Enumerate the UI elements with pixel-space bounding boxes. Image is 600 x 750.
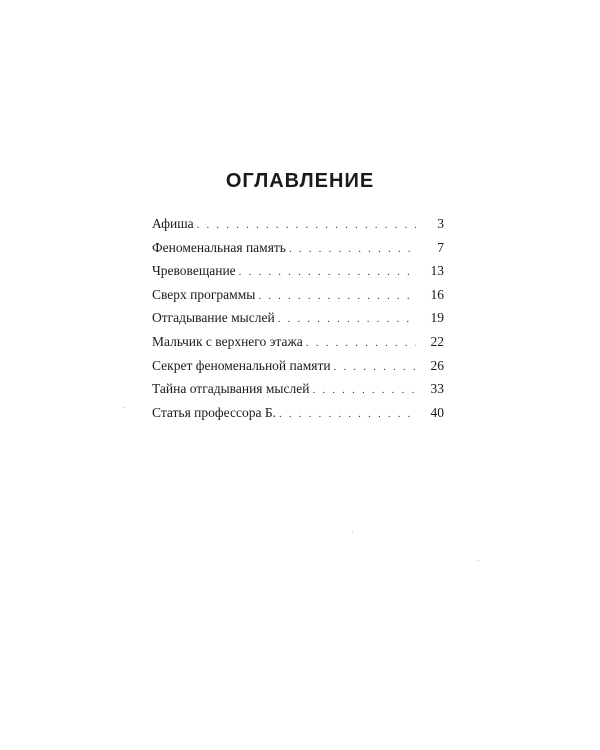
dot-leader [278, 308, 416, 332]
toc-entry-title: Мальчик с верхнего этажа [152, 333, 303, 349]
toc-entry-title: Феноменальная память [152, 239, 286, 255]
toc-entry-page: 7 [437, 239, 444, 255]
dot-leader [306, 332, 416, 356]
toc-entry [152, 330, 444, 354]
paper-speck [124, 407, 125, 408]
dot-leader [334, 356, 416, 380]
toc-entry [152, 259, 444, 283]
toc-entry-title: Чревовещание [152, 263, 236, 279]
paper-speck [478, 560, 479, 561]
dot-leader [312, 379, 416, 403]
dot-leader [239, 261, 416, 285]
toc-entry-title: Статья профессора Б. [152, 404, 276, 420]
dot-leader [289, 238, 416, 262]
toc-entry-page: 13 [430, 263, 444, 279]
toc-entry-page: 40 [430, 404, 444, 420]
toc-entry-page: 33 [430, 381, 444, 397]
toc-entry [152, 306, 444, 330]
toc-entry-page: 16 [430, 286, 444, 302]
toc-entry-page: 22 [430, 333, 444, 349]
dot-leader [279, 403, 416, 427]
dot-leader [197, 214, 416, 238]
table-of-contents [152, 212, 444, 424]
toc-entry-page: 3 [437, 216, 444, 231]
toc-entry-title: Тайна отгадывания мыслей [152, 381, 310, 397]
toc-entry-title: Афиша [152, 216, 194, 231]
toc-entry-page: 26 [430, 357, 444, 373]
toc-entry [152, 236, 444, 260]
toc-entry [152, 212, 444, 236]
toc-entry [152, 377, 444, 401]
dot-leader [258, 285, 416, 309]
toc-entry [152, 283, 444, 307]
paper-speck [352, 532, 353, 533]
toc-entry [152, 354, 444, 378]
page-title: ОГЛАВЛЕНИЕ [225, 170, 375, 192]
toc-entry [152, 401, 444, 425]
toc-entry-title: Секрет феноменальной памяти [152, 357, 331, 373]
toc-entry-title: Сверх программы [152, 286, 256, 302]
toc-entry-title: Отгадывание мыслей [152, 310, 275, 326]
toc-entry-page: 19 [430, 310, 444, 326]
